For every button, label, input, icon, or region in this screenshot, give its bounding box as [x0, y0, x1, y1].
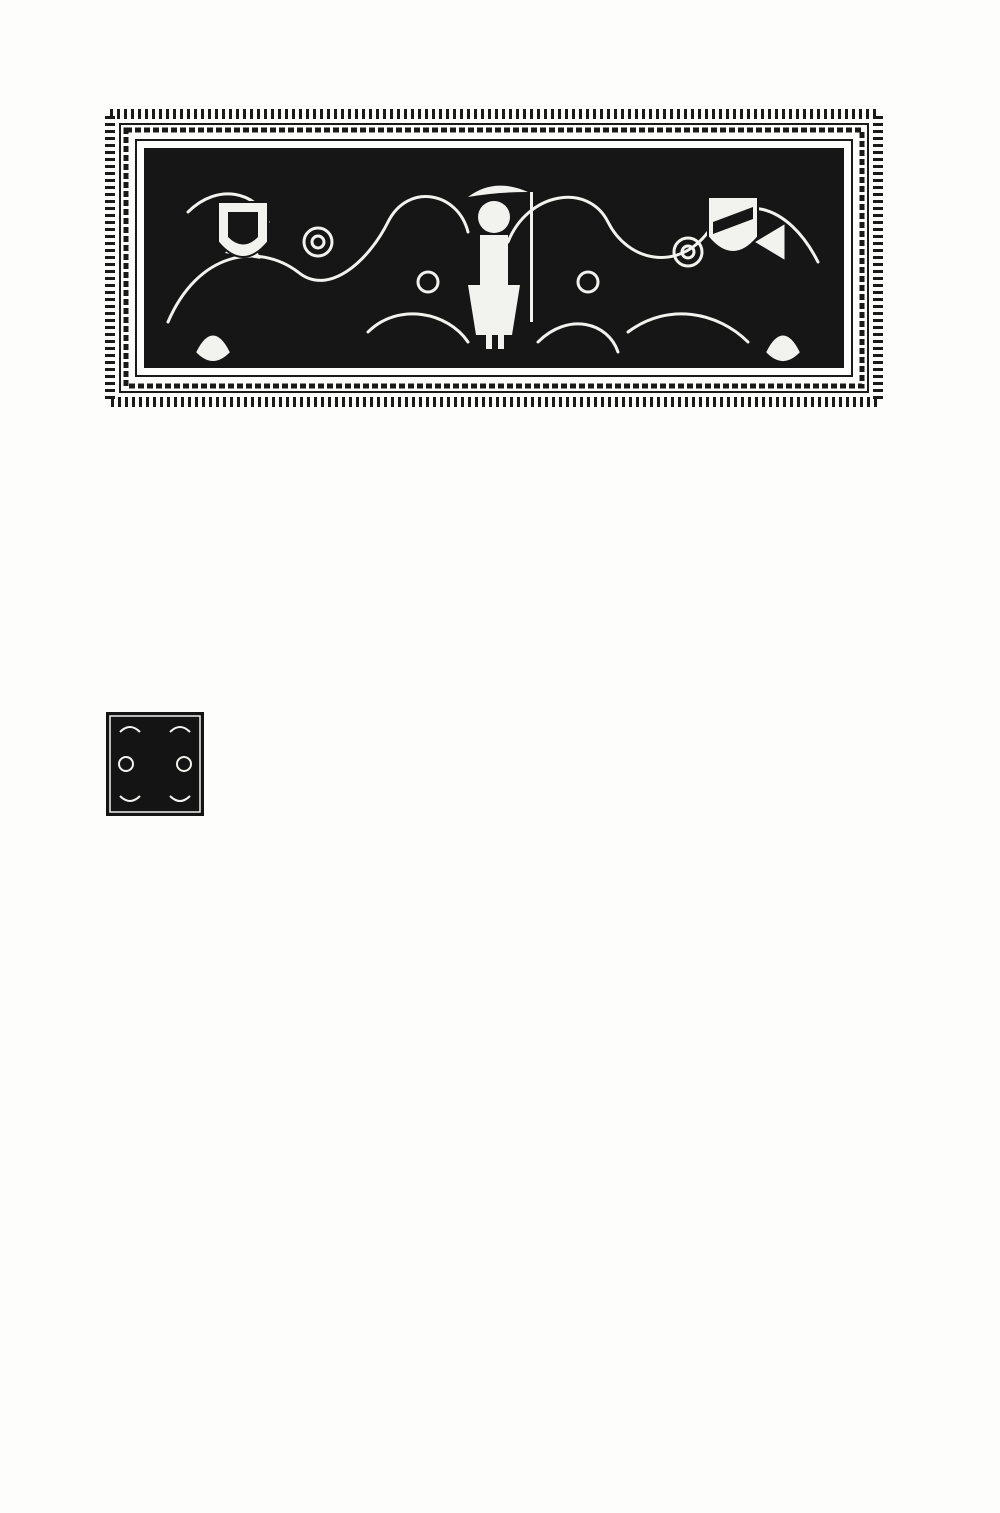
- text-line: [86, 1353, 878, 1396]
- text-line: [214, 791, 878, 834]
- body-text: [86, 706, 878, 1438]
- text-line: [86, 1396, 878, 1439]
- text-line: [156, 1093, 878, 1136]
- ornamental-headpiece: [68, 72, 920, 444]
- text-line: [156, 1225, 878, 1268]
- text-line: [86, 962, 878, 1005]
- text-line: [86, 1310, 878, 1353]
- text-line: [214, 706, 878, 749]
- text-line: [86, 1179, 878, 1222]
- text-line: [86, 1136, 878, 1179]
- text-line: [86, 1268, 878, 1311]
- text-line: [86, 1004, 878, 1047]
- text-line: [86, 834, 878, 877]
- text-line: [86, 919, 878, 962]
- text-line: [86, 1047, 878, 1090]
- text-line: [214, 749, 878, 792]
- text-line: [86, 876, 878, 919]
